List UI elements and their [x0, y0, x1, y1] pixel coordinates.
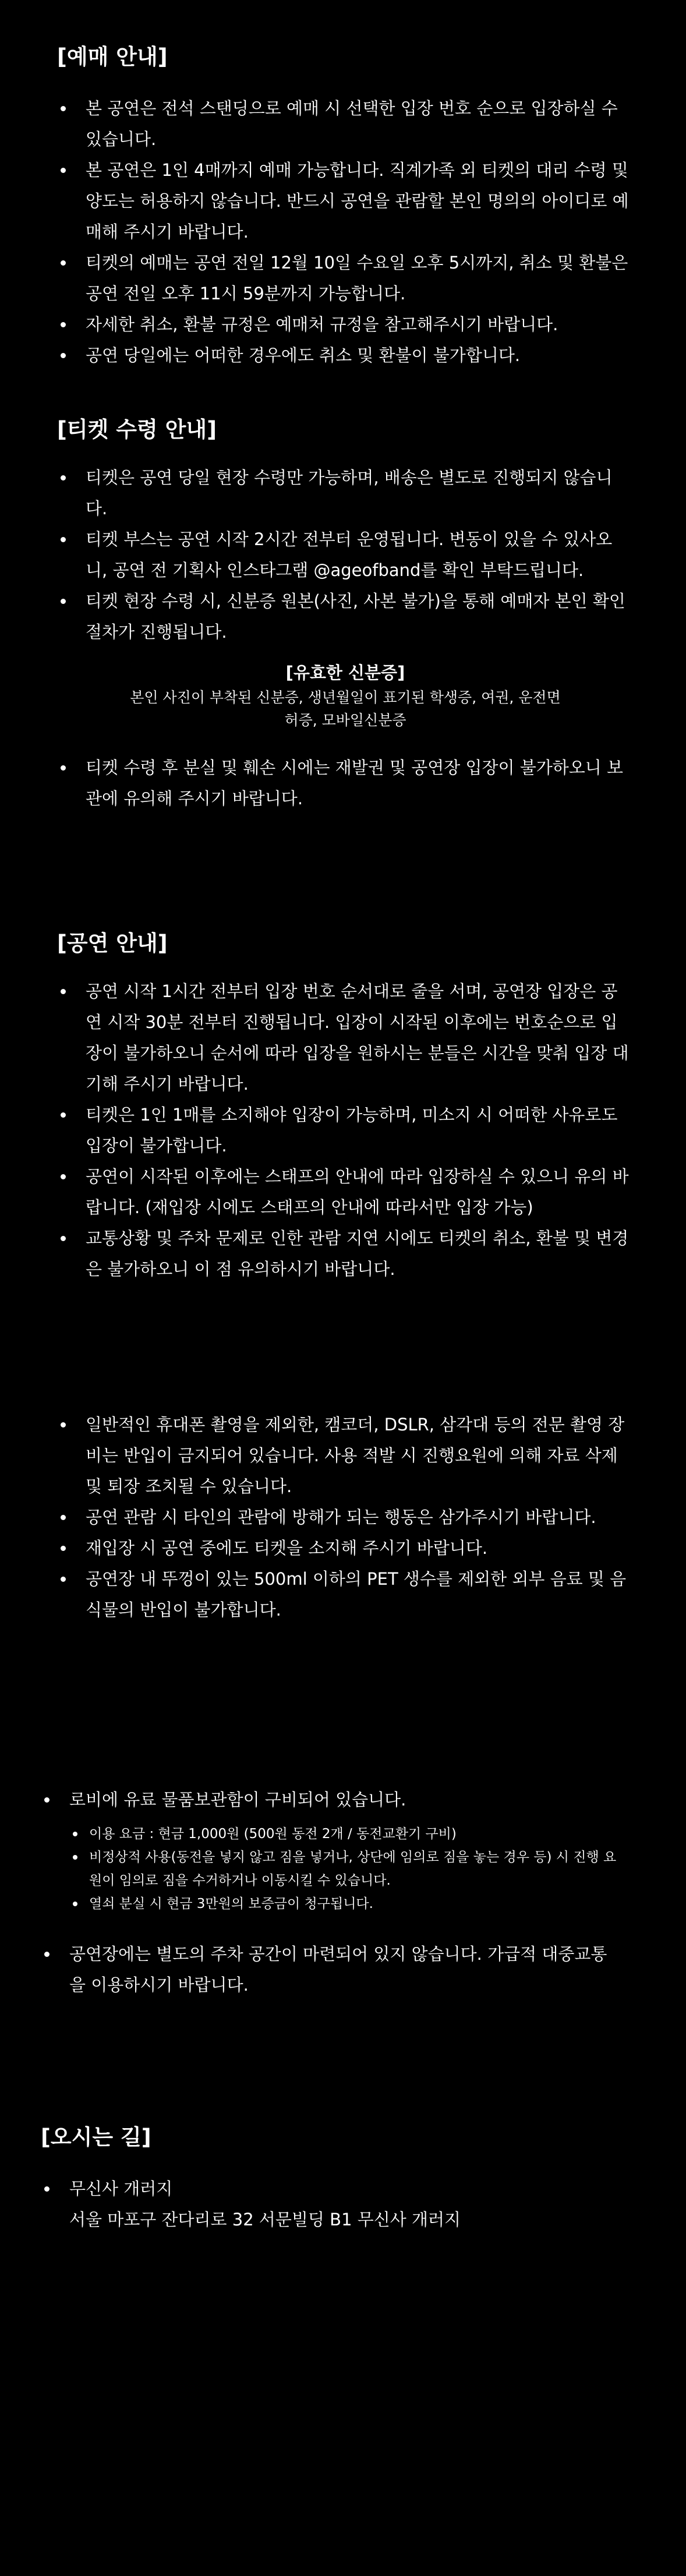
list-item: 교통상황 및 주차 문제로 인한 관람 지연 시에도 티켓의 취소, 환불 및 변경은 불가하오니 이 점 유의하시기 바랍니다. — [57, 1223, 634, 1285]
list-item: 공연이 시작된 이후에는 스태프의 안내에 따라 입장하실 수 있으니 유의 바랍니다. (재입장 시에도 스태프의 안내에 따라서만 입장 가능) — [57, 1161, 634, 1223]
rules-section — [57, 1409, 634, 1626]
venue-name: 무신사 개러지 — [69, 2179, 173, 2199]
locker-details — [69, 1822, 623, 1916]
list-item: 공연 관람 시 타인의 관람에 방해가 되는 행동은 삼가주시기 바랍니다. — [57, 1502, 634, 1533]
list-item: 티켓의 예매는 공연 전일 12월 10일 수요일 오후 5시까지, 취소 및 환불은 공연 전일 오후 11시 59분까지 가능합니다. — [57, 248, 634, 309]
list-item: 자세한 취소, 환불 규정은 예매처 규정을 참고해주시기 바랍니다. — [57, 309, 634, 340]
list-item: 비정상적 사용(동전을 넣지 않고 짐을 넣거나, 상단에 임의로 짐을 놓는 경우 등) 시 진행 요원이 임의로 짐을 수거하거나 이동시킬 수 있습니다. — [69, 1846, 623, 1892]
show-section — [57, 928, 634, 1285]
booking-heading: [예매 안내] — [57, 44, 168, 69]
show-list — [57, 976, 634, 1285]
ticket-section — [57, 415, 634, 814]
booking-list — [57, 93, 634, 371]
valid-id-box — [57, 659, 634, 732]
directions-list — [41, 2174, 623, 2235]
ticket-heading: [티켓 수령 안내] — [57, 417, 217, 442]
booking-section — [57, 42, 634, 371]
venue-item — [41, 2174, 623, 2235]
ticket-list — [57, 462, 634, 648]
show-heading: [공연 안내] — [57, 931, 168, 956]
parking-item: 공연장에는 별도의 주차 공간이 마련되어 있지 않습니다. 가급적 대중교통을 이용하시기 바랍니다. — [41, 1939, 623, 2001]
locker-text: 로비에 유료 물품보관함이 구비되어 있습니다. — [69, 1790, 406, 1810]
list-item: 티켓 현장 수령 시, 신분증 원본(사진, 사본 불가)을 통해 예매자 본인 확인 절차가 진행됩니다. — [57, 586, 634, 648]
list-item: 이용 요금 : 현금 1,000원 (500원 동전 2개 / 동전교환기 구비) — [69, 1822, 623, 1846]
rules-list — [57, 1409, 634, 1626]
venue-address: 서울 마포구 잔다리로 32 서문빌딩 B1 무신사 개러지 — [69, 2210, 461, 2229]
locker-item — [41, 1785, 623, 1916]
list-item: 열쇠 분실 시 현금 3만원의 보증금이 청구됩니다. — [69, 1892, 623, 1916]
list-item: 공연장 내 뚜껑이 있는 500ml 이하의 PET 생수를 제외한 외부 음료 및 음식물의 반입이 불가합니다. — [57, 1564, 634, 1626]
directions-heading: [오시는 길] — [41, 2125, 151, 2150]
list-item: 공연 시작 1시간 전부터 입장 번호 순서대로 줄을 서며, 공연장 입장은 공연 시작 30분 전부터 진행됩니다. 입장이 시작된 이후에는 번호순으로 입장이 불가하오니 순서에 따라 입장을 원하시는 분들은 시간을 맞춰 입장 대기해 주시기 바랍니다. — [57, 976, 634, 1100]
list-item: 티켓은 공연 당일 현장 수령만 가능하며, 배송은 별도로 진행되지 않습니다. — [57, 462, 634, 524]
list-item: 공연 당일에는 어떠한 경우에도 취소 및 환불이 불가합니다. — [57, 340, 634, 371]
facility-list — [41, 1785, 623, 2001]
list-item: 본 공연은 전석 스탠딩으로 예매 시 선택한 입장 번호 순으로 입장하실 수 있습니다. — [57, 93, 634, 155]
directions-section — [41, 2122, 623, 2235]
list-item: 티켓은 1인 1매를 소지해야 입장이 가능하며, 미소지 시 어떠한 사유로도 입장이 불가합니다. — [57, 1100, 634, 1161]
valid-id-text: 본인 사진이 부착된 신분증, 생년월일이 표기된 학생증, 여권, 운전면허증, 모바일신분증 — [130, 689, 561, 729]
list-item: 티켓 수령 후 분실 및 훼손 시에는 재발권 및 공연장 입장이 불가하오니 보관에 유의해 주시기 바랍니다. — [57, 752, 634, 814]
list-item: 본 공연은 1인 4매까지 예매 가능합니다. 직계가족 외 티켓의 대리 수령 및 양도는 허용하지 않습니다. 반드시 공연을 관람할 본인 명의의 아이디로 예매해 주시기 바랍니다. — [57, 155, 634, 248]
list-item: 재입장 시 공연 중에도 티켓을 소지해 주시기 바랍니다. — [57, 1533, 634, 1564]
ticket-after-list — [57, 752, 634, 814]
list-item: 일반적인 휴대폰 촬영을 제외한, 캠코더, DSLR, 삼각대 등의 전문 촬영 장비는 반입이 금지되어 있습니다. 사용 적발 시 진행요원에 의해 자료 삭제 및 퇴장 조치될 수 있습니다. — [57, 1409, 634, 1502]
list-item: 티켓 부스는 공연 시작 2시간 전부터 운영됩니다. 변동이 있을 수 있사오니, 공연 전 기획사 인스타그램 @ageofband를 확인 부탁드립니다. — [57, 524, 634, 586]
valid-id-title: [유효한 신분증] — [285, 663, 405, 683]
facility-section — [41, 1785, 623, 2001]
